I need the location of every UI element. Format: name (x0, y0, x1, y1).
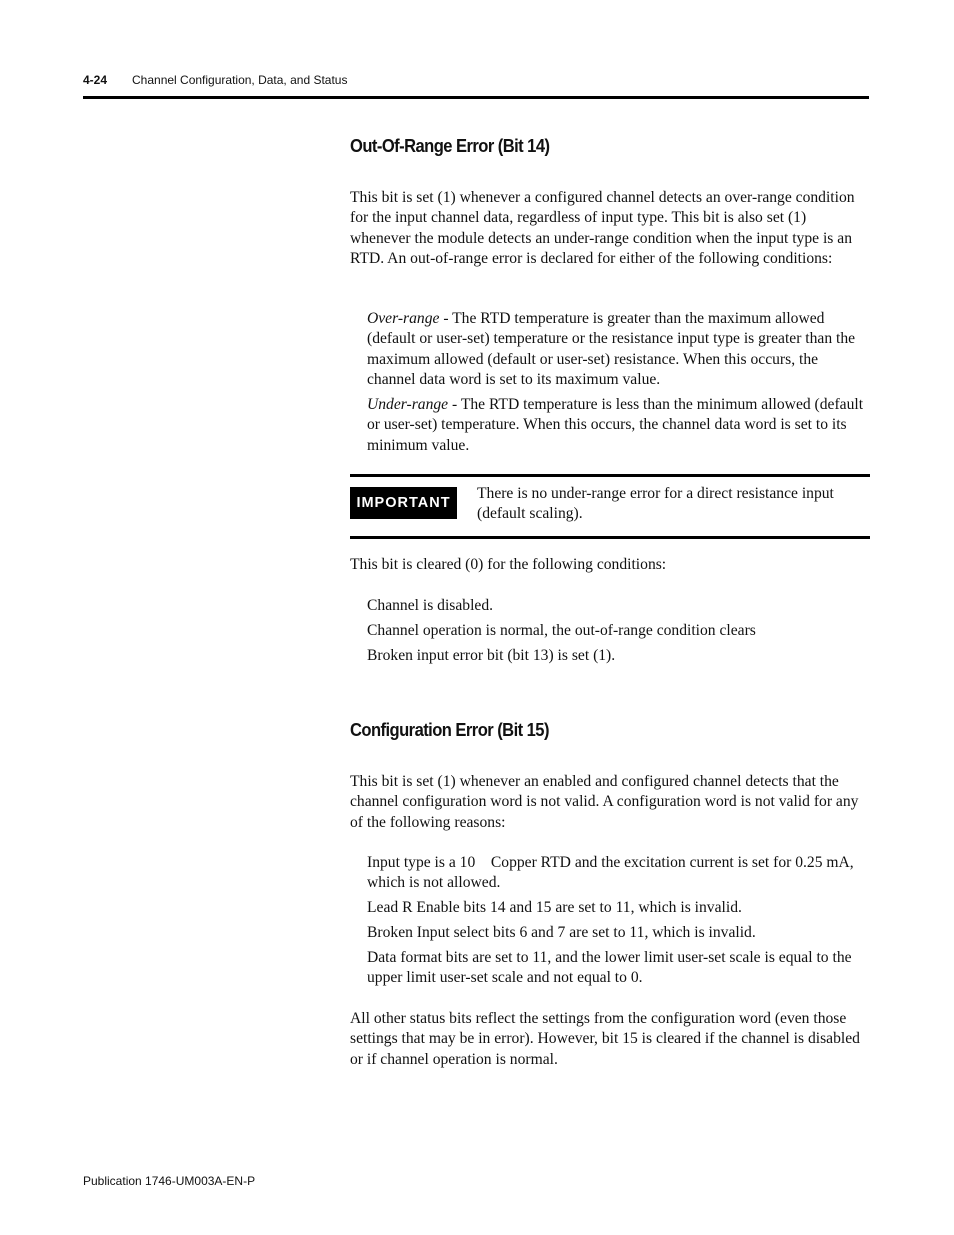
configuration-error-closing: All other status bits reflect the settings from the configuration word (even those settings that may be in error). However, bit 15 is cleared if the channel is disabled or if channel operation is normal. (350, 1010, 860, 1068)
out-of-range-intro: This bit is set (1) whenever a configured channel detects an over-range condition for the input channel data, regardless of input type. This bit is also set (1) whenever the module detects an under-range condition when the input type is an RTD. An out-of-range error is declared for either of the following conditions: (350, 189, 855, 267)
under-range-condition (367, 395, 870, 456)
under-range-term: Under-range (367, 396, 449, 413)
list-item: Channel operation is normal, the out-of-range condition clears (367, 622, 756, 639)
configuration-error-intro: This bit is set (1) whenever an enabled and configured channel detects that the channel configuration word is not valid. A configuration word is not valid for any of the following reasons: (350, 773, 859, 831)
important-top-rule (350, 474, 870, 477)
list-item: Lead R Enable bits 14 and 15 are set to 11, which is invalid. (367, 899, 742, 916)
list-item: Broken input error bit (bit 13) is set (1). (367, 647, 616, 664)
running-header: Channel Configuration, Data, and Status (132, 73, 348, 87)
page-number: 4-24 (83, 73, 108, 87)
list-item: Broken Input select bits 6 and 7 are set to 11, which is invalid. (367, 924, 756, 941)
header-rule (83, 96, 869, 99)
list-item: Channel is disabled. (367, 597, 494, 614)
section-heading-configuration-error: Configuration Error (Bit 15) (350, 720, 549, 740)
important-bottom-rule (350, 536, 870, 539)
important-text: There is no under-range error for a direct resistance input (default scaling). (477, 485, 834, 523)
list-item: Data format bits are set to 11, and the lower limit user-set scale is equal to the upper limit user-set scale and not equal to 0. (367, 949, 852, 987)
over-range-condition (367, 309, 870, 390)
over-range-term: Over-range (367, 310, 440, 327)
cleared-intro: This bit is cleared (0) for the following conditions: (350, 556, 667, 573)
section-heading-out-of-range: Out-Of-Range Error (Bit 14) (350, 136, 550, 156)
under-range-text: - The RTD temperature is less than the minimum allowed (default or user-set) temperature. When this occurs, the channel data word is set to its minimum value. (367, 396, 864, 454)
publication-footer: Publication 1746-UM003A-EN-P (83, 1174, 256, 1188)
important-label: IMPORTANT (350, 487, 457, 519)
over-range-text: - The RTD temperature is greater than the maximum allowed (default or user-set) temperature or the resistance input type is greater than the maximum allowed (default or user-set) resistance. When this occurs, the channel data word is set to its maximum value. (367, 310, 856, 388)
list-item: Input type is a 10 Copper RTD and the excitation current is set for 0.25 mA, which is not allowed. (367, 854, 854, 892)
